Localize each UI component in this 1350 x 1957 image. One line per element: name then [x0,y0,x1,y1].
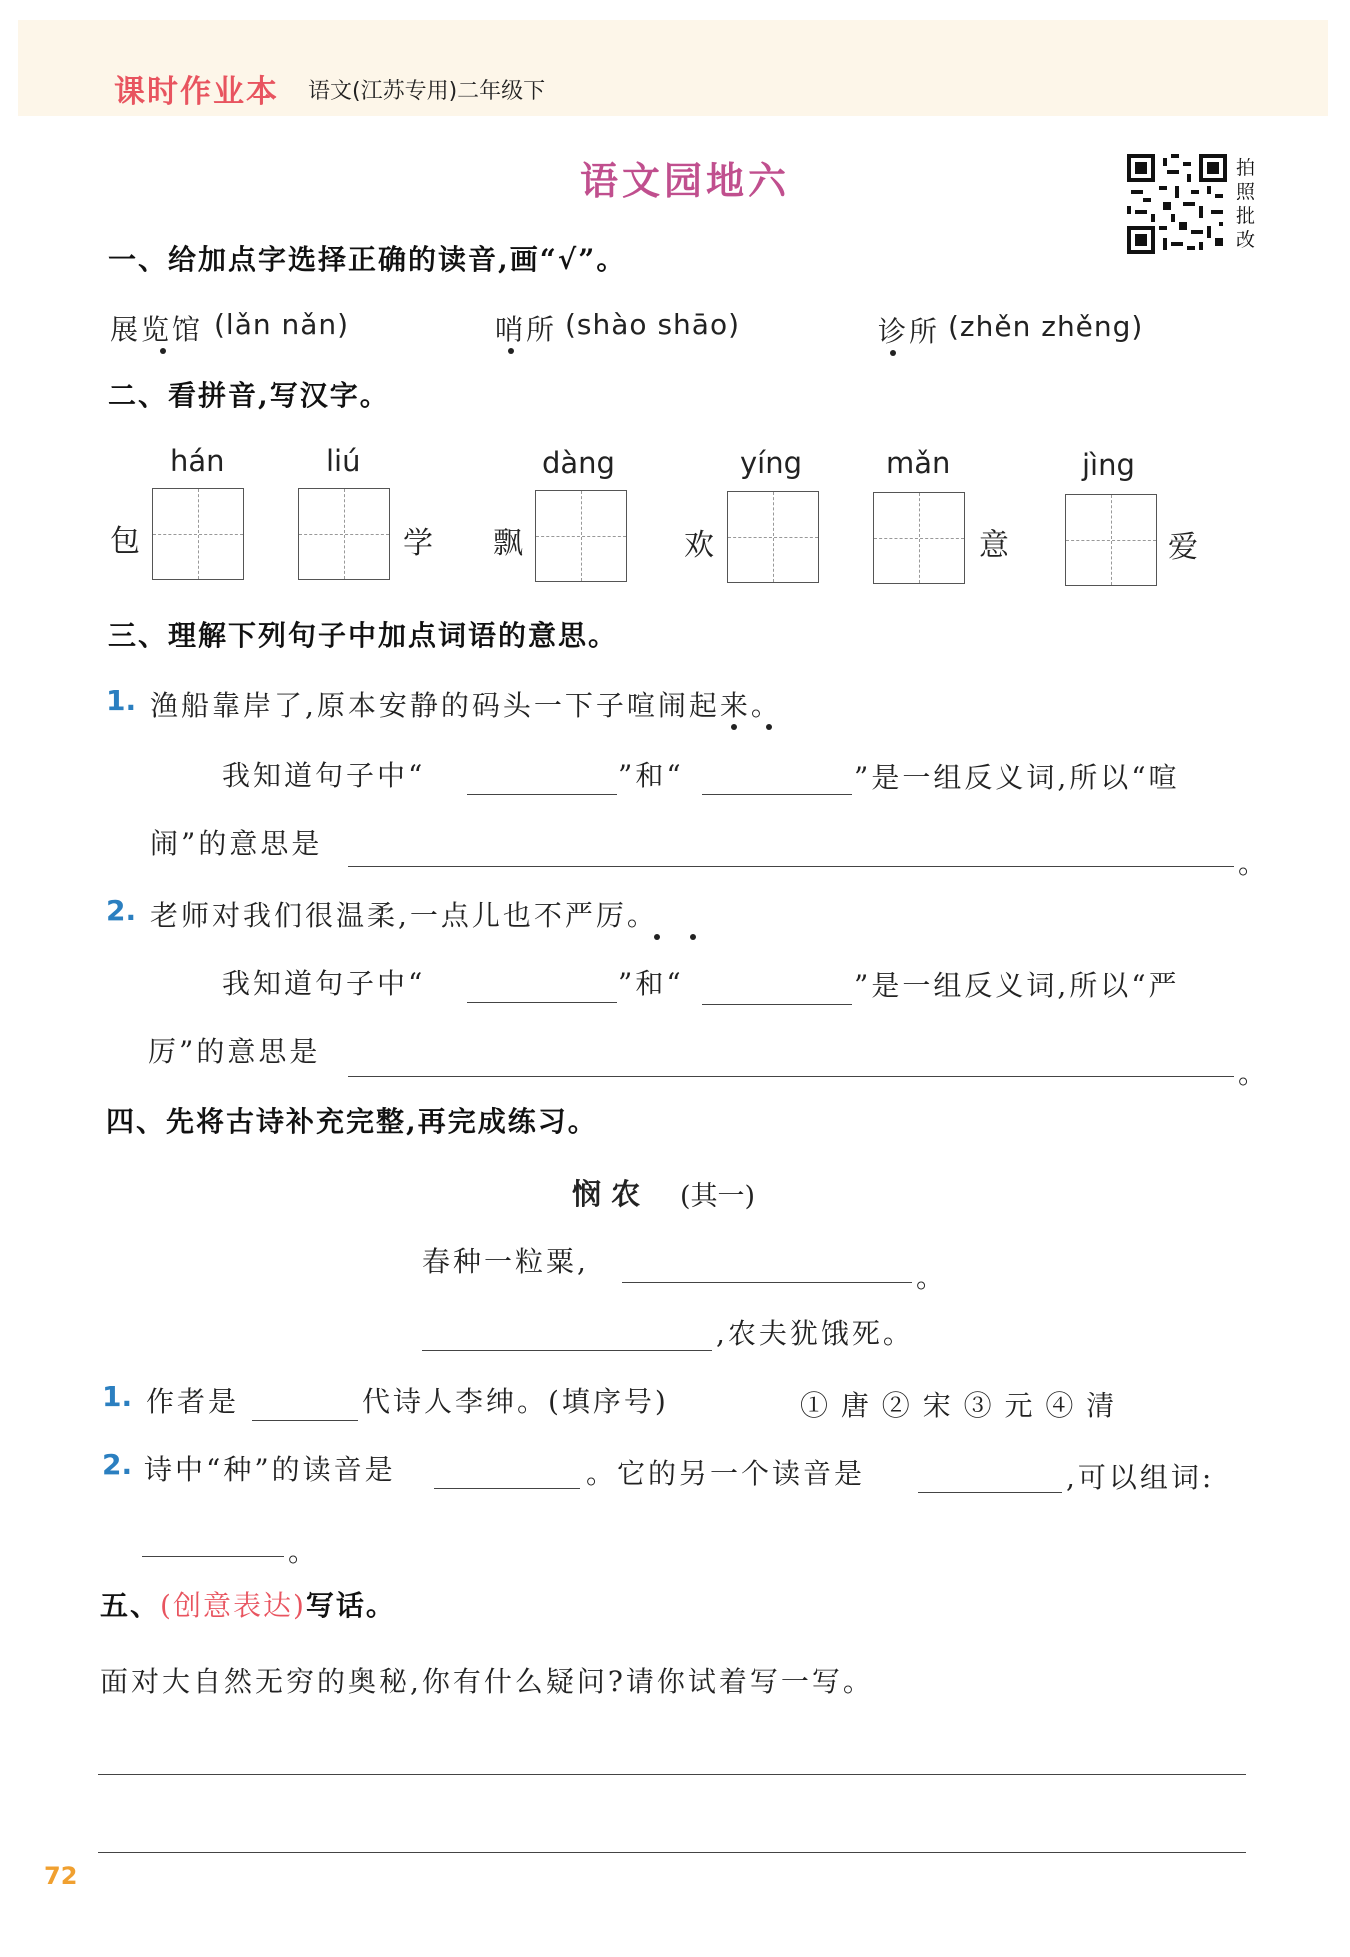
answer-blank[interactable] [702,794,852,795]
s4-q1-options: ① 唐 ② 宋 ③ 元 ④ 清 [800,1389,1117,1422]
s3-q1-line1-a: 我知道句子中“ [222,759,426,792]
section5-heading-suffix: 写话。 [305,1589,396,1622]
pinyin-5: mǎn [886,446,951,480]
answer-line[interactable] [348,866,1234,867]
char-writing-box-3[interactable] [535,490,627,582]
pinyin-1: hán [170,444,225,478]
period: 。 [1238,847,1270,880]
s3-q2-line1-b: ”和“ [618,967,684,1000]
answer-blank[interactable] [467,1002,617,1003]
s3-q1-line2: 闹”的意思是 [150,827,323,860]
emphasis-dot [690,934,696,940]
pinyin-3: dàng [542,446,615,480]
s4-q1-text-a: 作者是 [146,1385,240,1418]
char-writing-box-2[interactable] [298,488,390,580]
pinyin-6: jìng [1082,448,1135,482]
given-char-2: 学 [403,526,433,561]
pinyin-4: yíng [740,446,803,480]
emphasis-dot [508,348,514,354]
given-char-4: 欢 [684,528,714,563]
s1-word-3: 诊所 [878,315,941,348]
char-writing-box-5[interactable] [873,492,965,584]
emphasis-dot [654,934,660,940]
emphasis-dot [731,724,737,730]
q-number: 2. [102,1448,133,1481]
answer-blank[interactable] [434,1488,580,1489]
answer-blank[interactable] [918,1492,1062,1493]
s1-options-2[interactable]: (shào shāo) [565,308,740,341]
emphasis-dot [160,348,166,354]
period: 。 [288,1535,320,1568]
period: 。 [916,1261,948,1294]
s4-q2-text-a: 诗中“种”的读音是 [144,1453,396,1486]
char-writing-box-4[interactable] [727,491,819,583]
char-writing-box-6[interactable] [1065,494,1157,586]
q-number: 1. [106,684,137,717]
answer-blank[interactable] [252,1420,358,1421]
poem-line-1: 春种一粒粟, [422,1245,589,1278]
poem-title: 悯 农 [572,1177,641,1211]
section4-heading: 四、先将古诗补充完整,再完成练习。 [106,1105,598,1138]
s1-word-1: 展览馆 [110,313,204,346]
s3-q2-line1-a: 我知道句子中“ [222,967,426,1000]
s3-q1-line1-b: ”和“ [618,759,684,792]
poem-blank-1[interactable] [622,1282,912,1283]
creative-expression-tag: (创意表达) [160,1589,306,1622]
s4-q2-text-c: ,可以组词: [1066,1461,1215,1494]
book-subject: 语文(江苏专用)二年级下 [308,79,546,104]
writing-line-2[interactable] [98,1852,1246,1853]
given-char-3: 飘 [493,526,523,561]
section2-heading: 二、看拼音,写汉字。 [108,379,390,412]
s3-q1-sentence: 渔船靠岸了,原本安静的码头一下子喧闹起来。 [150,689,782,722]
section5-heading [100,1584,396,1624]
section3-heading: 三、理解下列句子中加点词语的意思。 [108,619,619,652]
given-char-5: 意 [979,528,1009,563]
poem-blank-2[interactable] [422,1350,712,1351]
poem-line-2: ,农夫犹饿死。 [716,1317,914,1350]
qr-label: 拍照批改 [1236,157,1256,251]
s1-word-2: 哨所 [495,313,558,346]
writing-prompt: 面对大自然无穷的奥秘,你有什么疑问?请你试着写一写。 [100,1665,874,1698]
answer-blank[interactable] [142,1556,284,1557]
char-writing-box-1[interactable] [152,488,244,580]
answer-line[interactable] [348,1076,1234,1077]
q-number: 2. [106,894,137,927]
s3-q2-line1-c: ”是一组反义词,所以“严 [854,969,1180,1002]
s3-q1-line1-c: ”是一组反义词,所以“喧 [854,761,1180,794]
brand-title: 课时作业本 [114,74,279,110]
emphasis-dot [890,350,896,356]
answer-blank[interactable] [702,1004,852,1005]
s4-q1-text-b: 代诗人李绅。(填序号) [362,1385,669,1418]
q-number: 1. [102,1380,133,1413]
answer-blank[interactable] [467,794,617,795]
pinyin-2: liú [326,444,361,478]
period: 。 [1238,1057,1270,1090]
qr-code-icon[interactable] [1127,154,1227,254]
section5-heading-prefix: 五、 [100,1589,161,1622]
writing-line-1[interactable] [98,1774,1246,1775]
page-title: 语文园地六 [579,159,790,203]
section1-heading: 一、给加点字选择正确的读音,画“√”。 [108,243,627,276]
emphasis-dot [766,724,772,730]
poem-subtitle: (其一) [680,1181,756,1212]
s3-q2-sentence: 老师对我们很温柔,一点儿也不严厉。 [150,899,658,932]
given-char-6: 爱 [1168,530,1198,565]
s3-q2-line2: 厉”的意思是 [148,1035,321,1068]
s1-options-3[interactable]: (zhěn zhěng) [948,310,1144,343]
page-number: 72 [44,1862,78,1890]
given-char-1: 包 [110,524,140,559]
s4-q2-text-b: 。它的另一个读音是 [586,1457,866,1490]
s1-options-1[interactable]: (lǎn nǎn) [214,308,350,341]
